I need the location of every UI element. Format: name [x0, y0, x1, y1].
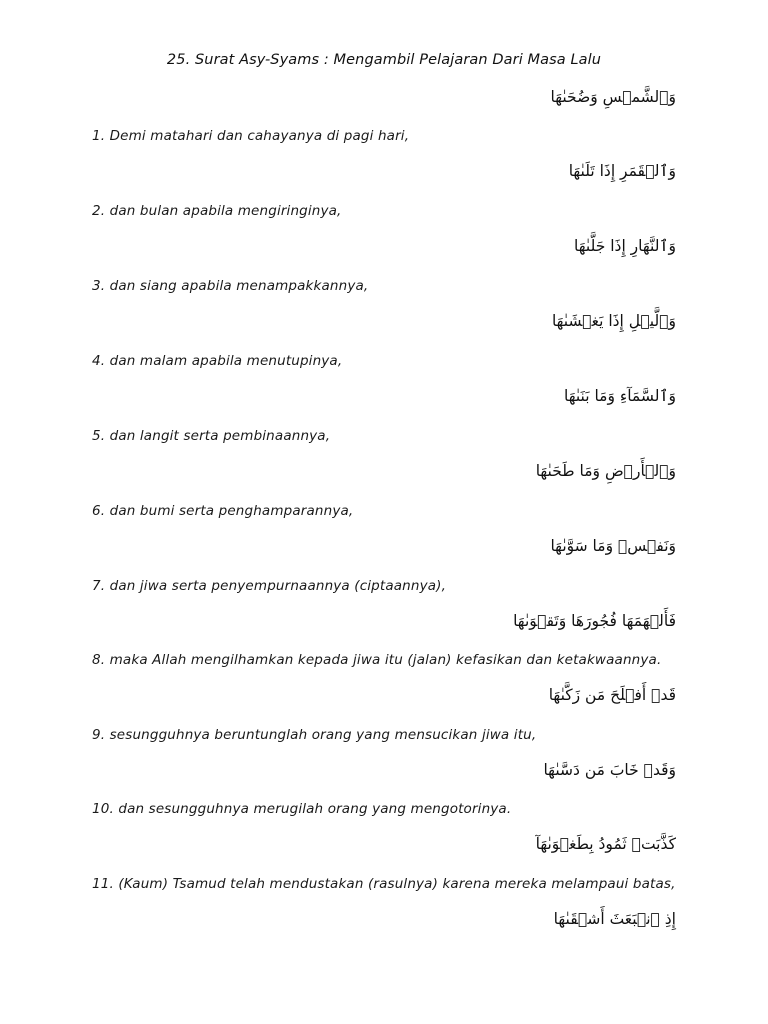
- document-title: 25. Surat Asy-Syams : Mengambil Pelajaran Dari Masa Lalu: [166, 52, 602, 68]
- verse-8-arabic: فَأَلۡهَمَهَا فُجُورَهَا وَتَقۡوَىٰهَا: [513, 612, 676, 630]
- verse-6-translation: 6. dan bumi serta penghamparannya,: [92, 503, 354, 519]
- verse-7-arabic: وَنَفۡسٖ وَمَا سَوَّىٰهَا: [550, 537, 676, 555]
- verse-11-translation: 11. (Kaum) Tsamud telah mendustakan (rasulnya) karena mereka melampaui batas,: [92, 876, 676, 892]
- verse-9-translation: 9. sesungguhnya beruntunglah orang yang mensucikan jiwa itu,: [92, 727, 537, 743]
- verse-4-arabic: وَٱلَّيۡلِ إِذَا يَغۡشَىٰهَا: [551, 312, 676, 330]
- verse-6-arabic: وَٱلۡأَرۡضِ وَمَا طَحَىٰهَا: [535, 462, 676, 480]
- verse-7-translation: 7. dan jiwa serta penyempurnaannya (ciptaannya),: [92, 578, 447, 594]
- verse-1-translation: 1. Demi matahari dan cahayanya di pagi hari,: [92, 128, 410, 144]
- verse-8-translation: 8. maka Allah mengilhamkan kepada jiwa itu (jalan) kefasikan dan ketakwaannya.: [92, 652, 662, 668]
- verse-5-translation: 5. dan langit serta pembinaannya,: [92, 428, 331, 444]
- verse-12-arabic: إِذِ ٱنۢبَعَثَ أَشۡقَىٰهَا: [553, 910, 676, 928]
- verse-2-arabic: وَٱلۡقَمَرِ إِذَا تَلَىٰهَا: [568, 162, 676, 180]
- verse-1-arabic: وَٱلشَّمۡسِ وَضُحَىٰهَا: [550, 88, 676, 106]
- verse-2-translation: 2. dan bulan apabila mengiringinya,: [92, 203, 342, 219]
- verse-10-translation: 10. dan sesungguhnya merugilah orang yang mengotorinya.: [92, 801, 512, 817]
- verse-4-translation: 4. dan malam apabila menutupinya,: [92, 353, 343, 369]
- verse-3-arabic: وَٱلنَّهَارِ إِذَا جَلَّىٰهَا: [574, 237, 676, 255]
- verse-11-arabic: كَذَّبَتۡ ثَمُودُ بِطَغۡوَىٰهَآ: [535, 835, 676, 853]
- verse-5-arabic: وَٱلسَّمَآءِ وَمَا بَنَىٰهَا: [564, 387, 676, 405]
- verse-3-translation: 3. dan siang apabila menampakkannya,: [92, 278, 369, 294]
- verse-9-arabic: قَدۡ أَفۡلَحَ مَن زَكَّىٰهَا: [548, 686, 676, 704]
- verse-10-arabic: وَقَدۡ خَابَ مَن دَسَّىٰهَا: [543, 761, 676, 779]
